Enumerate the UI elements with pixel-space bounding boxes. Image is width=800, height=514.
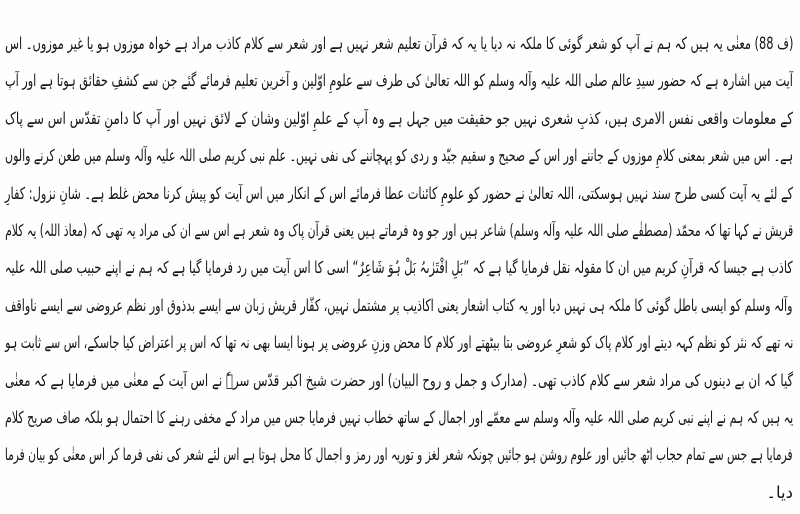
footnote-text-block [6,25,794,511]
text-line-content: وآلہ وسلم کو ایسی باطل گوئی کا ملکہ ہی نہیں دیا اور یہ کتاب اشعار یعنی اکاذیب پر مشتمل نہیں، کفّار قریش زبان سے ایسے بدذوق اور نظم عروضی سے ایسے ناواقف [6,295,794,315]
text-line [6,62,794,99]
text-line [6,249,794,286]
text-line-content: آیت میں اشارہ ہے کہ حضور سیدِ عالم صلی اللہ علیہ وآلہ وسلم کو اللہ تعالیٰ کی طرف سے علومِ اوّلین و آخرین تعلیم فرمائے گئے جن سے کشفِ حقائق ہوتا ہے اور آپ [6,71,794,91]
text-line [6,25,794,62]
text-line-content: دیا۔ [767,482,794,502]
text-line [6,399,794,436]
text-line-content: کے لئے یہ آیت کسی طرح سند نہیں ہوسکتی، اللہ تعالیٰ نے حضور کو علومِ کائنات عطا فرمائے اس کے انکار میں اس آیت کو پیش کرنا محض غلط ہے۔ شانِ نزول: کفارِ [5,183,794,203]
text-line-content: نہ تھے کہ نثر کو نظم کہہ دیتے اور کلام پاک کو شعرِ عروضی بتا بیٹھتے اور کلام کا محض وزنِ عروضی پر ہونا ایسا بھی نہ تھا کہ اس پر اعتراض کیا جاسکے، اس سے ثابت ہو [5,333,794,353]
text-line-content: کاذب ہے جیسا کہ قرآنِ کریم میں ان کا مقولہ نقل فرمایا گیا ہے کہ ”بَلِ افْتَرٰىہُ بَلْ ہُوَ شَاعِرٌ“ اسی کا اس آیت میں رد فرمایا گیا ہے کہ ہم نے اپنے حبیب صلی اللہ علیہ [6,258,794,278]
text-line [6,287,794,324]
text-line-content: فرمایا ہے جس سے تمام حجاب اٹھ جائیں اور علوم روشن ہو جائیں چونکہ شعر لغز و توریہ اور رمز و اجمال کا محل ہوتا ہے اس لئے شعر کی نفی فرما کر اس معنٰی کو بیان فرما [6,445,794,465]
text-line-content: ہے۔ اس میں شعر بمعنی کلامِ موزوں کے جاننے اور اس کے صحیح و سقیم جیّد و ردی کو پہچاننے کی نفی نہیں۔ علم نبی کریم صلی اللہ علیہ وآلہ وسلم میں طعن کرنے والوں [5,146,794,166]
text-line [6,436,794,473]
text-line [6,100,794,137]
text-line-content: قریش نے کہا تھا کہ محمّد (مصطفٰے صلی اللہ علیہ وآلہ وسلم) شاعر ہیں اور جو وہ فرماتے ہیں یعنی قرآن پاک وہ شعر ہے اس سے ان کی مراد یہ تھی کہ (معاذ اللہ) یہ کلام [5,220,794,240]
text-line-content: یہ ہیں کہ ہم نے اپنے نبی کریم صلی اللہ علیہ وآلہ وسلم سے معمّے اور اجمال کے ساتھ خطاب نہیں فرمایا جس میں مراد کے مخفی رہنے کا احتمال ہو بلکہ صاف صریح کلام [5,407,794,427]
text-line [6,175,794,212]
text-line [6,362,794,399]
text-line-content: گیا کہ ان بے دینوں کی مراد شعر سے کلام کاذب تھی۔ (مدارک و جمل و روح البیان) اور حضرت شیخ اکبر قدّس سرہٗ نے اس آیت کے معنٰی میں فرمایا ہے کہ معنٰی [5,370,794,390]
text-line [6,324,794,361]
text-line-content: (ف 88) معنٰی یہ ہیں کہ ہم نے آپ کو شعر گوئی کا ملکہ نہ دیا یا یہ کہ قرآن تعلیم شعر نہیں ہے اور شعر سے کلام کاذب مراد ہے خواہ موزوں ہو یا غیر موزوں۔ اس [5,34,794,53]
text-line [6,137,794,174]
text-line-last [6,474,794,511]
text-line [6,212,794,249]
text-line-content: کے معلومات واقعی نفس الامری ہیں، کذبِ شعری نہیں جو حقیقت میں جہل ہے وہ آپ کے علمِ اوّلین وشان کے لائق نہیں اور آپ کا دامنِ تقدّس اس سے پاک [6,108,794,128]
